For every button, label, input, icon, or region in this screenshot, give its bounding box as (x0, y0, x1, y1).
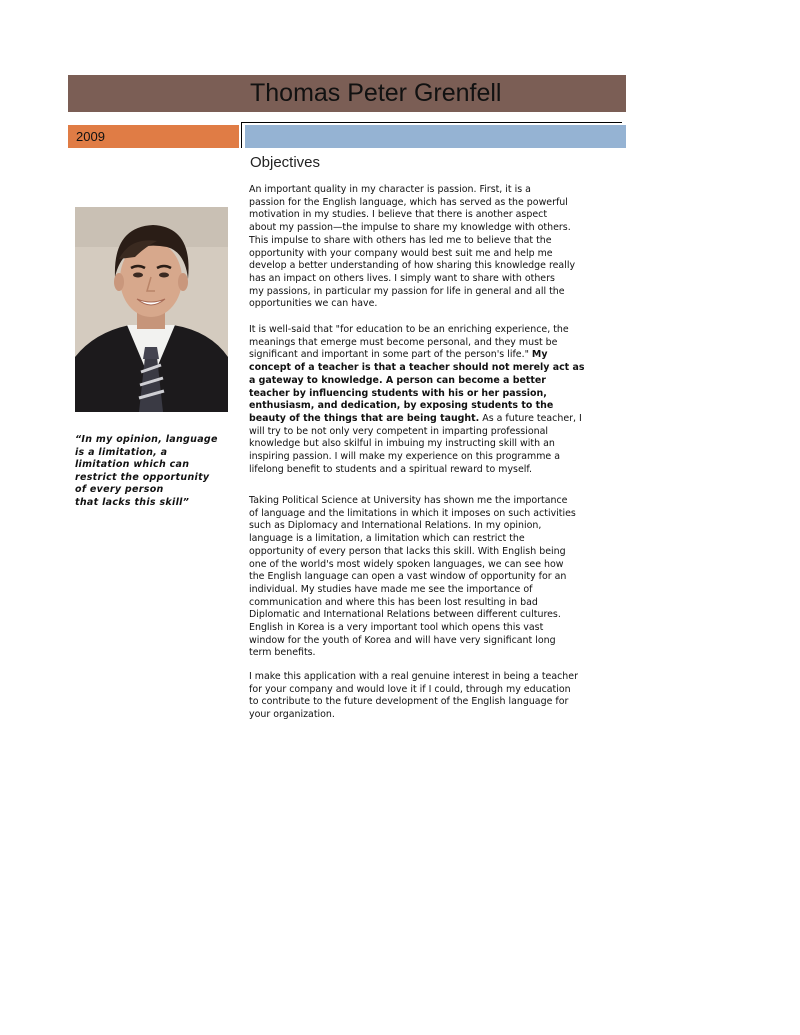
text-line: about my passion—the impulse to share my knowledge with others. (249, 222, 571, 234)
text-line (249, 349, 584, 362)
text-line: An important quality in my character is passion. First, it is a (249, 184, 531, 195)
text-line: Diplomatic and International Relations between different cultures. (249, 609, 561, 621)
year-label: 2009 (76, 129, 105, 144)
paragraph-passion (249, 184, 575, 311)
text-line: of language and the limitations in which it imposes on such activities (249, 507, 576, 519)
text-line: I make this application with a real genuine interest in being a teacher (249, 671, 578, 682)
text-line: my passions, in particular my passion for life in general and all the (249, 285, 565, 297)
text-segment: significant and important in some part of the person's life." (249, 349, 532, 361)
text-line: inspiring passion. I will make my experience on this programme a (249, 451, 560, 463)
section-banner (245, 125, 626, 148)
pull-quote (75, 434, 233, 510)
bold-line: enthusiasm, and dedication, by exposing students to the (249, 400, 554, 412)
text-line: for your company and would love it if I could, through my education (249, 683, 571, 695)
paragraph-teaching-concept (249, 324, 584, 476)
text-line (249, 413, 584, 426)
quote-line: of every person (75, 484, 164, 496)
text-line: It is well-said that "for education to be an enriching experience, the (249, 324, 569, 335)
text-line: meanings that emerge must become personal, and they must be (249, 336, 558, 348)
quote-line: “In my opinion, language (75, 434, 218, 445)
text-line: term benefits. (249, 647, 316, 659)
text-line: to contribute to the future development of the English language for (249, 696, 569, 708)
text-segment: As a future teacher, I (479, 412, 582, 424)
quote-line: limitation which can (75, 459, 190, 471)
divider-vertical (241, 122, 242, 148)
text-line: develop a better understanding of how sharing this knowledge really (249, 260, 576, 272)
quote-line: restrict the opportunity (75, 471, 210, 483)
text-line: English in Korea is a very important tool which opens this vast (249, 622, 544, 634)
divider-horizontal (241, 122, 622, 123)
text-line: such as Diplomacy and International Relations. In my opinion, (249, 520, 542, 532)
bold-segment: My (531, 349, 548, 361)
quote-line: that lacks this skill” (75, 496, 190, 508)
text-line: motivation in my studies. I believe that there is another aspect (249, 209, 548, 221)
text-line: This impulse to share with others has led me to believe that the (249, 234, 552, 246)
person-name: Thomas Peter Grenfell (250, 79, 502, 107)
bold-line: a gateway to knowledge. A person can become a better (249, 374, 546, 386)
text-line: lifelong benefit to students and a spiritual reward to myself. (249, 463, 533, 475)
text-line: opportunity of every person that lacks this skill. With English being (249, 545, 566, 557)
text-line: will try to be not only very competent in imparting professional (249, 425, 548, 437)
text-line: window for the youth of Korea and will have very significant long (249, 634, 556, 646)
text-line: Taking Political Science at University has shown me the importance (249, 495, 568, 506)
bold-segment: beauty of the things that are being taught. (249, 412, 480, 424)
paragraph-political-science (249, 495, 576, 660)
text-line: one of the world's most widely spoken languages, we can see how (249, 558, 564, 570)
quote-line: is a limitation, a (75, 446, 168, 458)
text-line: passion for the English language, which has served as the powerful (249, 196, 568, 208)
section-title: Objectives (250, 154, 321, 171)
text-line: the English language can open a vast window of opportunity for an (249, 571, 567, 583)
text-line: opportunity with your company would best suit me and help me (249, 247, 553, 259)
text-line: your organization. (249, 709, 335, 721)
portrait-illustration (75, 207, 228, 412)
text-line: language is a limitation, a limitation which can restrict the (249, 533, 525, 545)
bold-line: teacher by influencing students with his or her passion, (249, 387, 547, 399)
text-line: knowledge but also skilful in imbuing my instructing skill with an (249, 438, 555, 450)
text-line: opportunities we can have. (249, 298, 378, 310)
bold-line: concept of a teacher is that a teacher should not merely act as (249, 362, 585, 374)
profile-photo (75, 207, 228, 412)
text-line: individual. My studies have made me see the importance of (249, 583, 533, 595)
paragraph-application (249, 671, 578, 722)
text-line: has an impact on others lives. I simply want to share with others (249, 272, 555, 284)
text-line: communication and where this has been lost resulting in bad (249, 596, 538, 608)
